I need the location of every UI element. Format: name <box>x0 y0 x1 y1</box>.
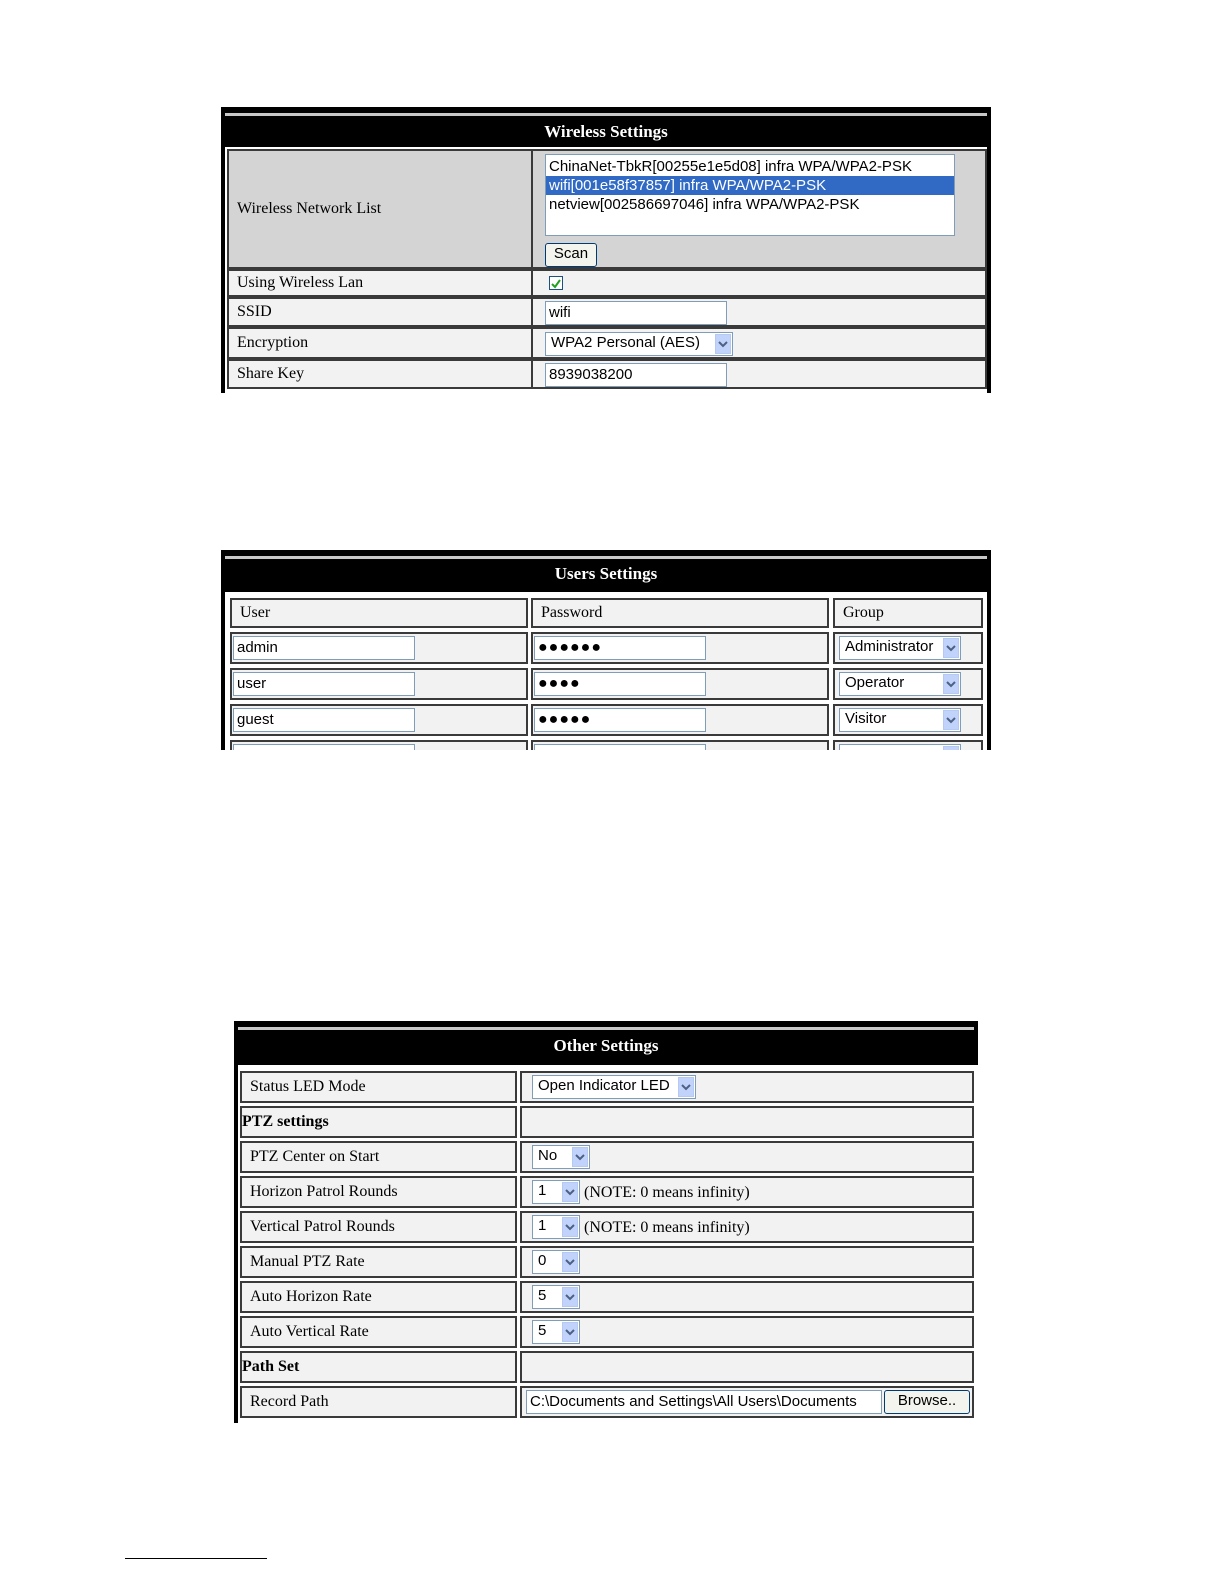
ptz-settings-section: PTZ settings <box>240 1106 517 1138</box>
wireless-settings-panel <box>221 107 991 393</box>
encryption-select[interactable]: WPA2 Personal (AES) <box>545 332 733 356</box>
status-led-cell <box>520 1071 974 1103</box>
network-option-wifi[interactable]: wifi[001e58f37857] infra WPA/WPA2-PSK <box>546 176 954 195</box>
share-key-cell <box>531 359 987 389</box>
table-row <box>531 632 829 664</box>
users-settings-panel <box>221 550 991 750</box>
chevron-down-icon[interactable] <box>562 1182 578 1202</box>
horizon-patrol-rounds-cell <box>520 1176 974 1208</box>
share-key-input[interactable]: 8939038200 <box>545 363 727 387</box>
auto-horizon-rate-select[interactable]: 5 <box>532 1285 580 1309</box>
auto-horizon-rate-label: Auto Horizon Rate <box>240 1281 517 1313</box>
check-icon <box>550 278 562 290</box>
wireless-settings-body <box>225 147 987 393</box>
chevron-down-icon[interactable] <box>678 1077 694 1097</box>
ptz-settings-blank <box>520 1106 974 1138</box>
manual-ptz-rate-select[interactable]: 0 <box>532 1250 580 1274</box>
users-settings-title: Users Settings <box>554 564 658 583</box>
chevron-down-icon[interactable] <box>715 334 731 354</box>
table-row <box>833 668 983 700</box>
user-column-header: User <box>230 598 528 628</box>
vertical-rounds-note: (NOTE: 0 means infinity) <box>584 1219 750 1236</box>
username-input[interactable]: admin <box>233 636 415 660</box>
divider <box>238 1027 974 1030</box>
chevron-down-icon[interactable] <box>562 1217 578 1237</box>
group-column-header: Group <box>833 598 983 628</box>
network-option-chinanet[interactable]: ChinaNet-TbkR[00255e1e5d08] infra WPA/WPA2-PSK <box>549 158 912 175</box>
table-row <box>833 704 983 736</box>
users-settings-body <box>225 592 987 750</box>
chevron-down-icon[interactable] <box>943 674 959 694</box>
group-select[interactable]: Operator <box>839 672 961 696</box>
vertical-patrol-rounds-select[interactable]: 1 <box>532 1215 580 1239</box>
status-led-label: Status LED Mode <box>240 1071 517 1103</box>
password-input[interactable] <box>534 744 706 750</box>
auto-vertical-rate-cell <box>520 1316 974 1348</box>
vertical-patrol-rounds-label: Vertical Patrol Rounds <box>240 1211 517 1243</box>
table-row <box>833 632 983 664</box>
horizon-patrol-rounds-label: Horizon Patrol Rounds <box>240 1176 517 1208</box>
ptz-center-label: PTZ Center on Start <box>240 1141 517 1173</box>
password-input[interactable]: ●●●● <box>534 672 706 696</box>
record-path-label: Record Path <box>240 1386 517 1418</box>
other-settings-body <box>238 1065 978 1423</box>
chevron-down-icon[interactable] <box>572 1147 588 1167</box>
horizon-rounds-note: (NOTE: 0 means infinity) <box>584 1184 750 1201</box>
chevron-down-icon[interactable] <box>562 1322 578 1342</box>
ssid-input[interactable]: wifi <box>545 301 727 325</box>
browse-button[interactable]: Browse.. <box>884 1390 970 1414</box>
chevron-down-icon[interactable] <box>943 746 959 750</box>
using-wireless-lan-checkbox[interactable] <box>549 276 563 290</box>
chevron-down-icon[interactable] <box>562 1287 578 1307</box>
footnote-divider <box>125 1558 267 1559</box>
username-input[interactable]: guest <box>233 708 415 732</box>
table-row <box>531 668 829 700</box>
auto-horizon-rate-cell <box>520 1281 974 1313</box>
scan-button[interactable]: Scan <box>545 243 597 267</box>
wireless-network-list-cell <box>531 149 987 269</box>
network-option-netview[interactable]: netview[002586697046] infra WPA/WPA2-PSK <box>549 196 860 213</box>
ptz-center-cell <box>520 1141 974 1173</box>
record-path-input[interactable]: C:\Documents and Settings\All Users\Documents <box>526 1390 882 1414</box>
chevron-down-icon[interactable] <box>943 710 959 730</box>
wireless-network-list[interactable] <box>545 154 955 236</box>
divider <box>225 556 987 559</box>
password-input[interactable]: ●●●●●● <box>534 636 706 660</box>
encryption-label: Encryption <box>227 327 533 359</box>
table-row <box>230 668 528 700</box>
password-column-header: Password <box>531 598 829 628</box>
path-set-blank <box>520 1351 974 1383</box>
other-settings-panel <box>234 1021 978 1423</box>
ptz-center-select[interactable]: No <box>532 1145 590 1169</box>
table-row <box>833 740 983 750</box>
wireless-network-list-label: Wireless Network List <box>227 149 533 269</box>
group-select[interactable] <box>839 744 961 750</box>
table-row <box>230 704 528 736</box>
group-select[interactable]: Visitor <box>839 708 961 732</box>
chevron-down-icon[interactable] <box>562 1252 578 1272</box>
divider <box>225 113 987 116</box>
auto-vertical-rate-label: Auto Vertical Rate <box>240 1316 517 1348</box>
username-input[interactable] <box>233 744 415 750</box>
share-key-label: Share Key <box>227 359 533 389</box>
path-set-section: Path Set <box>240 1351 517 1383</box>
table-row <box>531 740 829 750</box>
table-row <box>531 704 829 736</box>
vertical-patrol-rounds-cell <box>520 1211 974 1243</box>
record-path-cell <box>520 1386 974 1418</box>
group-select[interactable]: Administrator <box>839 636 961 660</box>
manual-ptz-rate-cell <box>520 1246 974 1278</box>
encryption-cell <box>531 327 987 359</box>
username-input[interactable]: user <box>233 672 415 696</box>
password-input[interactable]: ●●●●● <box>534 708 706 732</box>
other-settings-title: Other Settings <box>553 1036 659 1055</box>
wireless-settings-title: Wireless Settings <box>544 122 668 141</box>
manual-ptz-rate-label: Manual PTZ Rate <box>240 1246 517 1278</box>
horizon-patrol-rounds-select[interactable]: 1 <box>532 1180 580 1204</box>
ssid-label: SSID <box>227 297 533 327</box>
ssid-cell <box>531 297 987 327</box>
status-led-select[interactable]: Open Indicator LED <box>532 1075 696 1099</box>
table-row <box>230 632 528 664</box>
chevron-down-icon[interactable] <box>943 638 959 658</box>
auto-vertical-rate-select[interactable]: 5 <box>532 1320 580 1344</box>
using-wireless-lan-label: Using Wireless Lan <box>227 269 533 297</box>
table-row <box>230 740 528 750</box>
using-wireless-lan-cell <box>531 269 987 297</box>
